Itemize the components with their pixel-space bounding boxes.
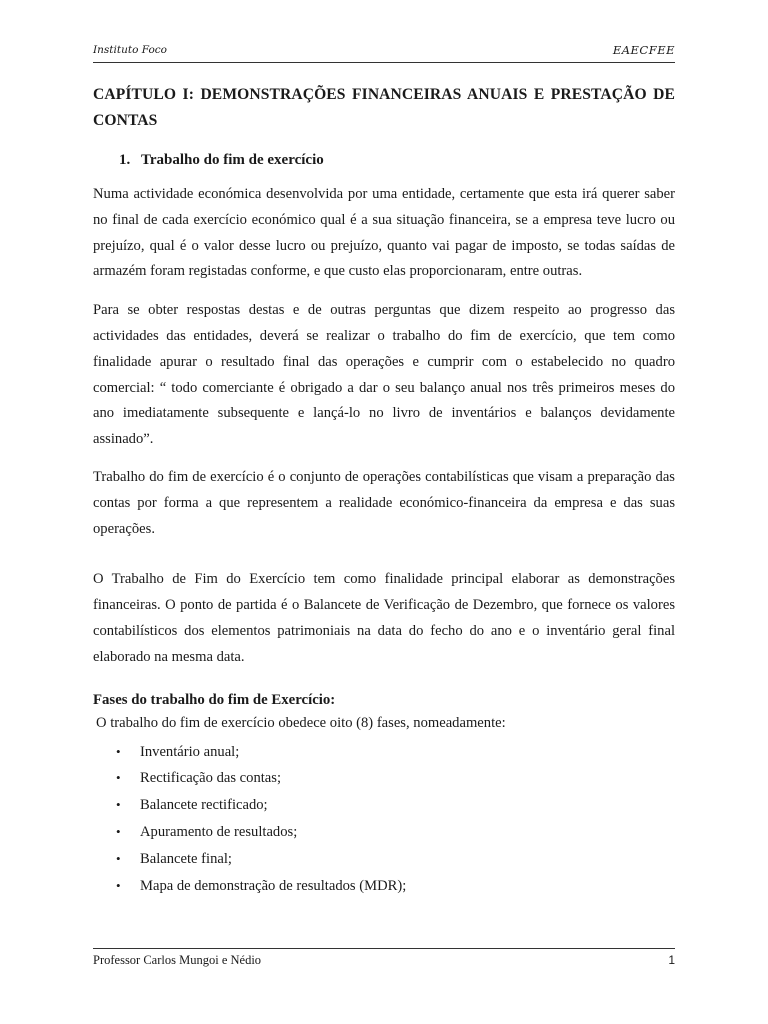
header-institution: Instituto Foco (93, 44, 167, 56)
list-item (93, 873, 675, 900)
paragraph: Para se obter respostas destas e de outras perguntas que dizem respeito ao progresso das actividades das entidades, deverá se realizar o trabalho do fim de exercício, que tem como finalidade apurar o resultado final das operações e cumprir com o estabelecido no quadro comercial: “ todo comerciante é obrigado a dar o seu balanço anual nos três primeiros meses do ano imediatamente subsequente e lançá-lo no livro de inventários e balanços devidamente assinado”. (93, 302, 675, 448)
page-content (93, 82, 675, 899)
list-item-text: Balancete final; (140, 850, 232, 867)
bullet-icon: • (116, 850, 121, 866)
bullet-icon: • (116, 877, 121, 893)
list-item (93, 739, 675, 766)
list-item (93, 819, 675, 846)
phases-heading: Fases do trabalho do fim de Exercício: (93, 691, 336, 708)
page-number: 1 (668, 953, 675, 967)
footer-authors: Professor Carlos Mungoi e Nédio (93, 953, 262, 967)
phases-intro: O trabalho do fim de exercício obedece oito (8) fases, nomeadamente: (96, 714, 506, 731)
list-item-text: Inventário anual; (140, 743, 240, 760)
paragraph: Trabalho do fim de exercício é o conjunto de operações contabilísticas que visam a preparação das contas por forma a que representem a realidade económico-financeira da empresa e das suas operações. (93, 468, 675, 537)
list-item-text: Apuramento de resultados; (140, 823, 298, 840)
section-title: Trabalho do fim de exercício (141, 152, 324, 168)
list-item-text: Rectificação das contas; (140, 770, 282, 787)
bullet-icon: • (116, 797, 121, 813)
list-item (93, 765, 675, 792)
list-item (93, 792, 675, 819)
list-item-text: Balancete rectificado; (140, 797, 268, 814)
bullet-icon: • (116, 823, 121, 839)
page-header (93, 40, 675, 63)
chapter-title: CAPÍTULO I: DEMONSTRAÇÕES FINANCEIRAS ANUAIS E PRESTAÇÃO DE CONTAS (93, 86, 675, 129)
page-footer (93, 948, 675, 971)
list-item (93, 846, 675, 873)
section-number: 1. (119, 152, 131, 168)
bullet-icon: • (116, 770, 121, 786)
bullet-icon: • (116, 743, 121, 759)
list-item-text: Mapa de demonstração de resultados (MDR); (140, 877, 407, 894)
paragraph: Numa actividade económica desenvolvida por uma entidade, certamente que esta irá querer saber no final de cada exercício económico qual é a sua situação financeira, se a empresa teve lucro ou prejuízo, qual é o valor desse lucro ou prejuízo, quanto vai pagar de imposto, se todas saídas de armazém foram registadas conforme, e que custo elas proporcionaram, entre outras. (93, 186, 675, 280)
phases-list (93, 739, 675, 900)
header-course-code: EAECFEE (612, 43, 675, 57)
section-heading (119, 148, 675, 172)
paragraph: O Trabalho de Fim do Exercício tem como finalidade principal elaborar as demonstrações financeiras. O ponto de partida é o Balancete de Verificação de Dezembro, que fornece os valores contabilísticos dos elementos patrimoniais na data do fecho do ano e o inventário geral final elaborado na mesma data. (93, 571, 675, 665)
